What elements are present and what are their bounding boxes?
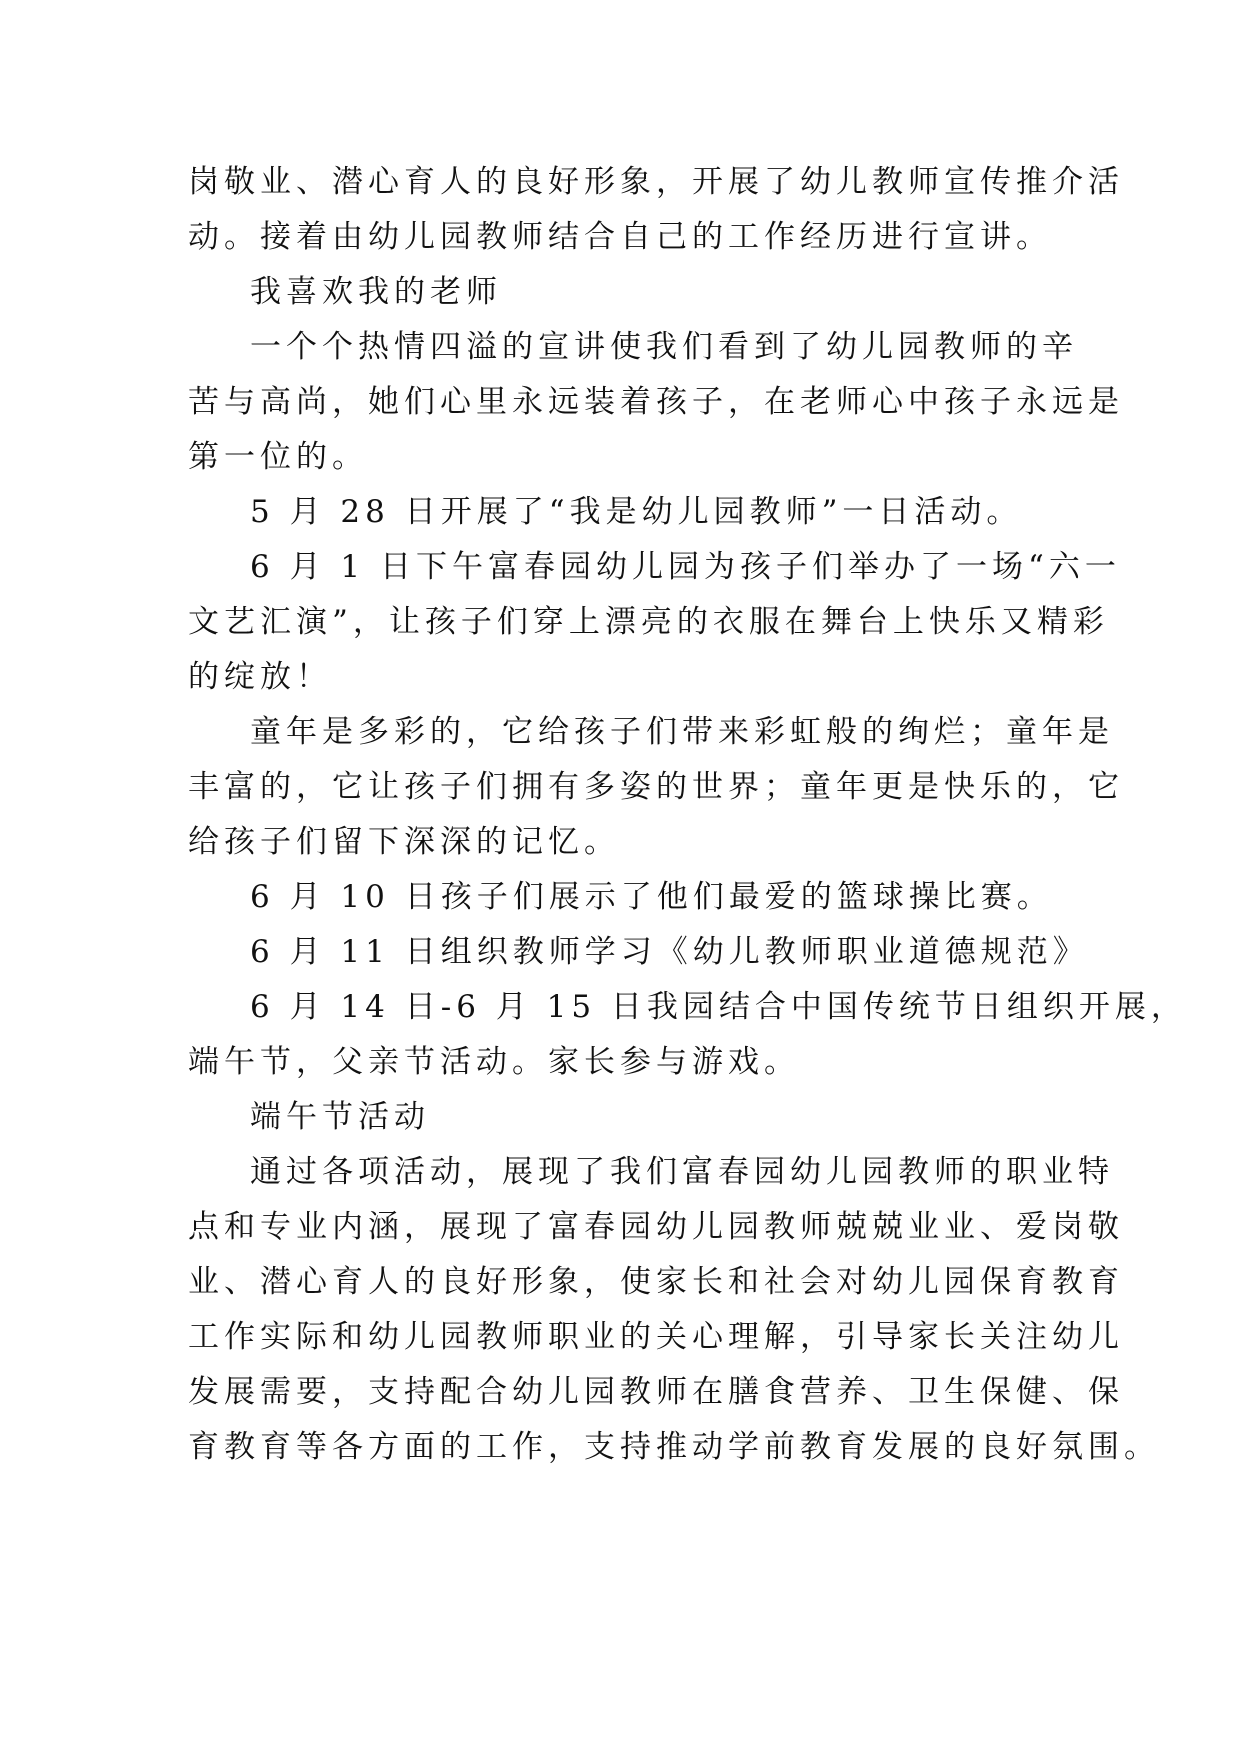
paragraph-5-line-1: 6 月 1 日下午富春园幼儿园为孩子们举办了一场“六一 <box>250 549 1121 585</box>
paragraph-11-line-1: 通过各项活动，展现了我们富春园幼儿园教师的职业特 <box>250 1154 1114 1190</box>
paragraph-6-line-1: 童年是多彩的，它给孩子们带来彩虹般的绚烂；童年是 <box>250 714 1114 750</box>
paragraph-1-line-2: 动。接着由幼儿园教师结合自己的工作经历进行宣讲。 <box>188 219 1052 255</box>
paragraph-11-line-4: 工作实际和幼儿园教师职业的关心理解，引导家长关注幼儿 <box>188 1319 1124 1355</box>
paragraph-11-line-2: 点和专业内涵，展现了富春园幼儿园教师兢兢业业、爱岗敬 <box>188 1209 1124 1245</box>
paragraph-3-line-3: 第一位的。 <box>188 439 368 475</box>
paragraph-11-line-5: 发展需要，支持配合幼儿园教师在膳食营养、卫生保健、保 <box>188 1374 1124 1410</box>
paragraph-9-line-1: 6 月 14 日-6 月 15 日我园结合中国传统节日组织开展， <box>250 989 1187 1025</box>
subheading-dragon-boat-festival: 端午节活动 <box>250 1099 430 1135</box>
paragraph-1-line-1: 岗敬业、潜心育人的良好形象，开展了幼儿教师宣传推介活 <box>188 164 1124 200</box>
paragraph-5-line-3: 的绽放！ <box>188 659 332 695</box>
paragraph-11-line-6: 育教育等各方面的工作，支持推动学前教育发展的良好氛围。 <box>188 1429 1160 1465</box>
paragraph-8-line-1: 6 月 11 日组织教师学习《幼儿教师职业道德规范》 <box>250 934 1089 970</box>
paragraph-3-line-1: 一个个热情四溢的宣讲使我们看到了幼儿园教师的辛 <box>250 329 1078 365</box>
paragraph-7-line-1: 6 月 10 日孩子们展示了他们最爱的篮球操比赛。 <box>250 879 1053 915</box>
subheading-my-teacher: 我喜欢我的老师 <box>250 274 502 310</box>
paragraph-9-line-2: 端午节，父亲节活动。家长参与游戏。 <box>188 1044 800 1080</box>
paragraph-6-line-2: 丰富的，它让孩子们拥有多姿的世界；童年更是快乐的，它 <box>188 769 1124 805</box>
paragraph-5-line-2: 文艺汇演”，让孩子们穿上漂亮的衣服在舞台上快乐又精彩 <box>188 604 1109 640</box>
paragraph-4-line-1: 5 月 28 日开展了“我是幼儿园教师”一日活动。 <box>250 494 1023 530</box>
paragraph-3-line-2: 苦与高尚，她们心里永远装着孩子，在老师心中孩子永远是 <box>188 384 1124 420</box>
paragraph-6-line-3: 给孩子们留下深深的记忆。 <box>188 824 620 860</box>
paragraph-11-line-3: 业、潜心育人的良好形象，使家长和社会对幼儿园保育教育 <box>188 1264 1124 1300</box>
